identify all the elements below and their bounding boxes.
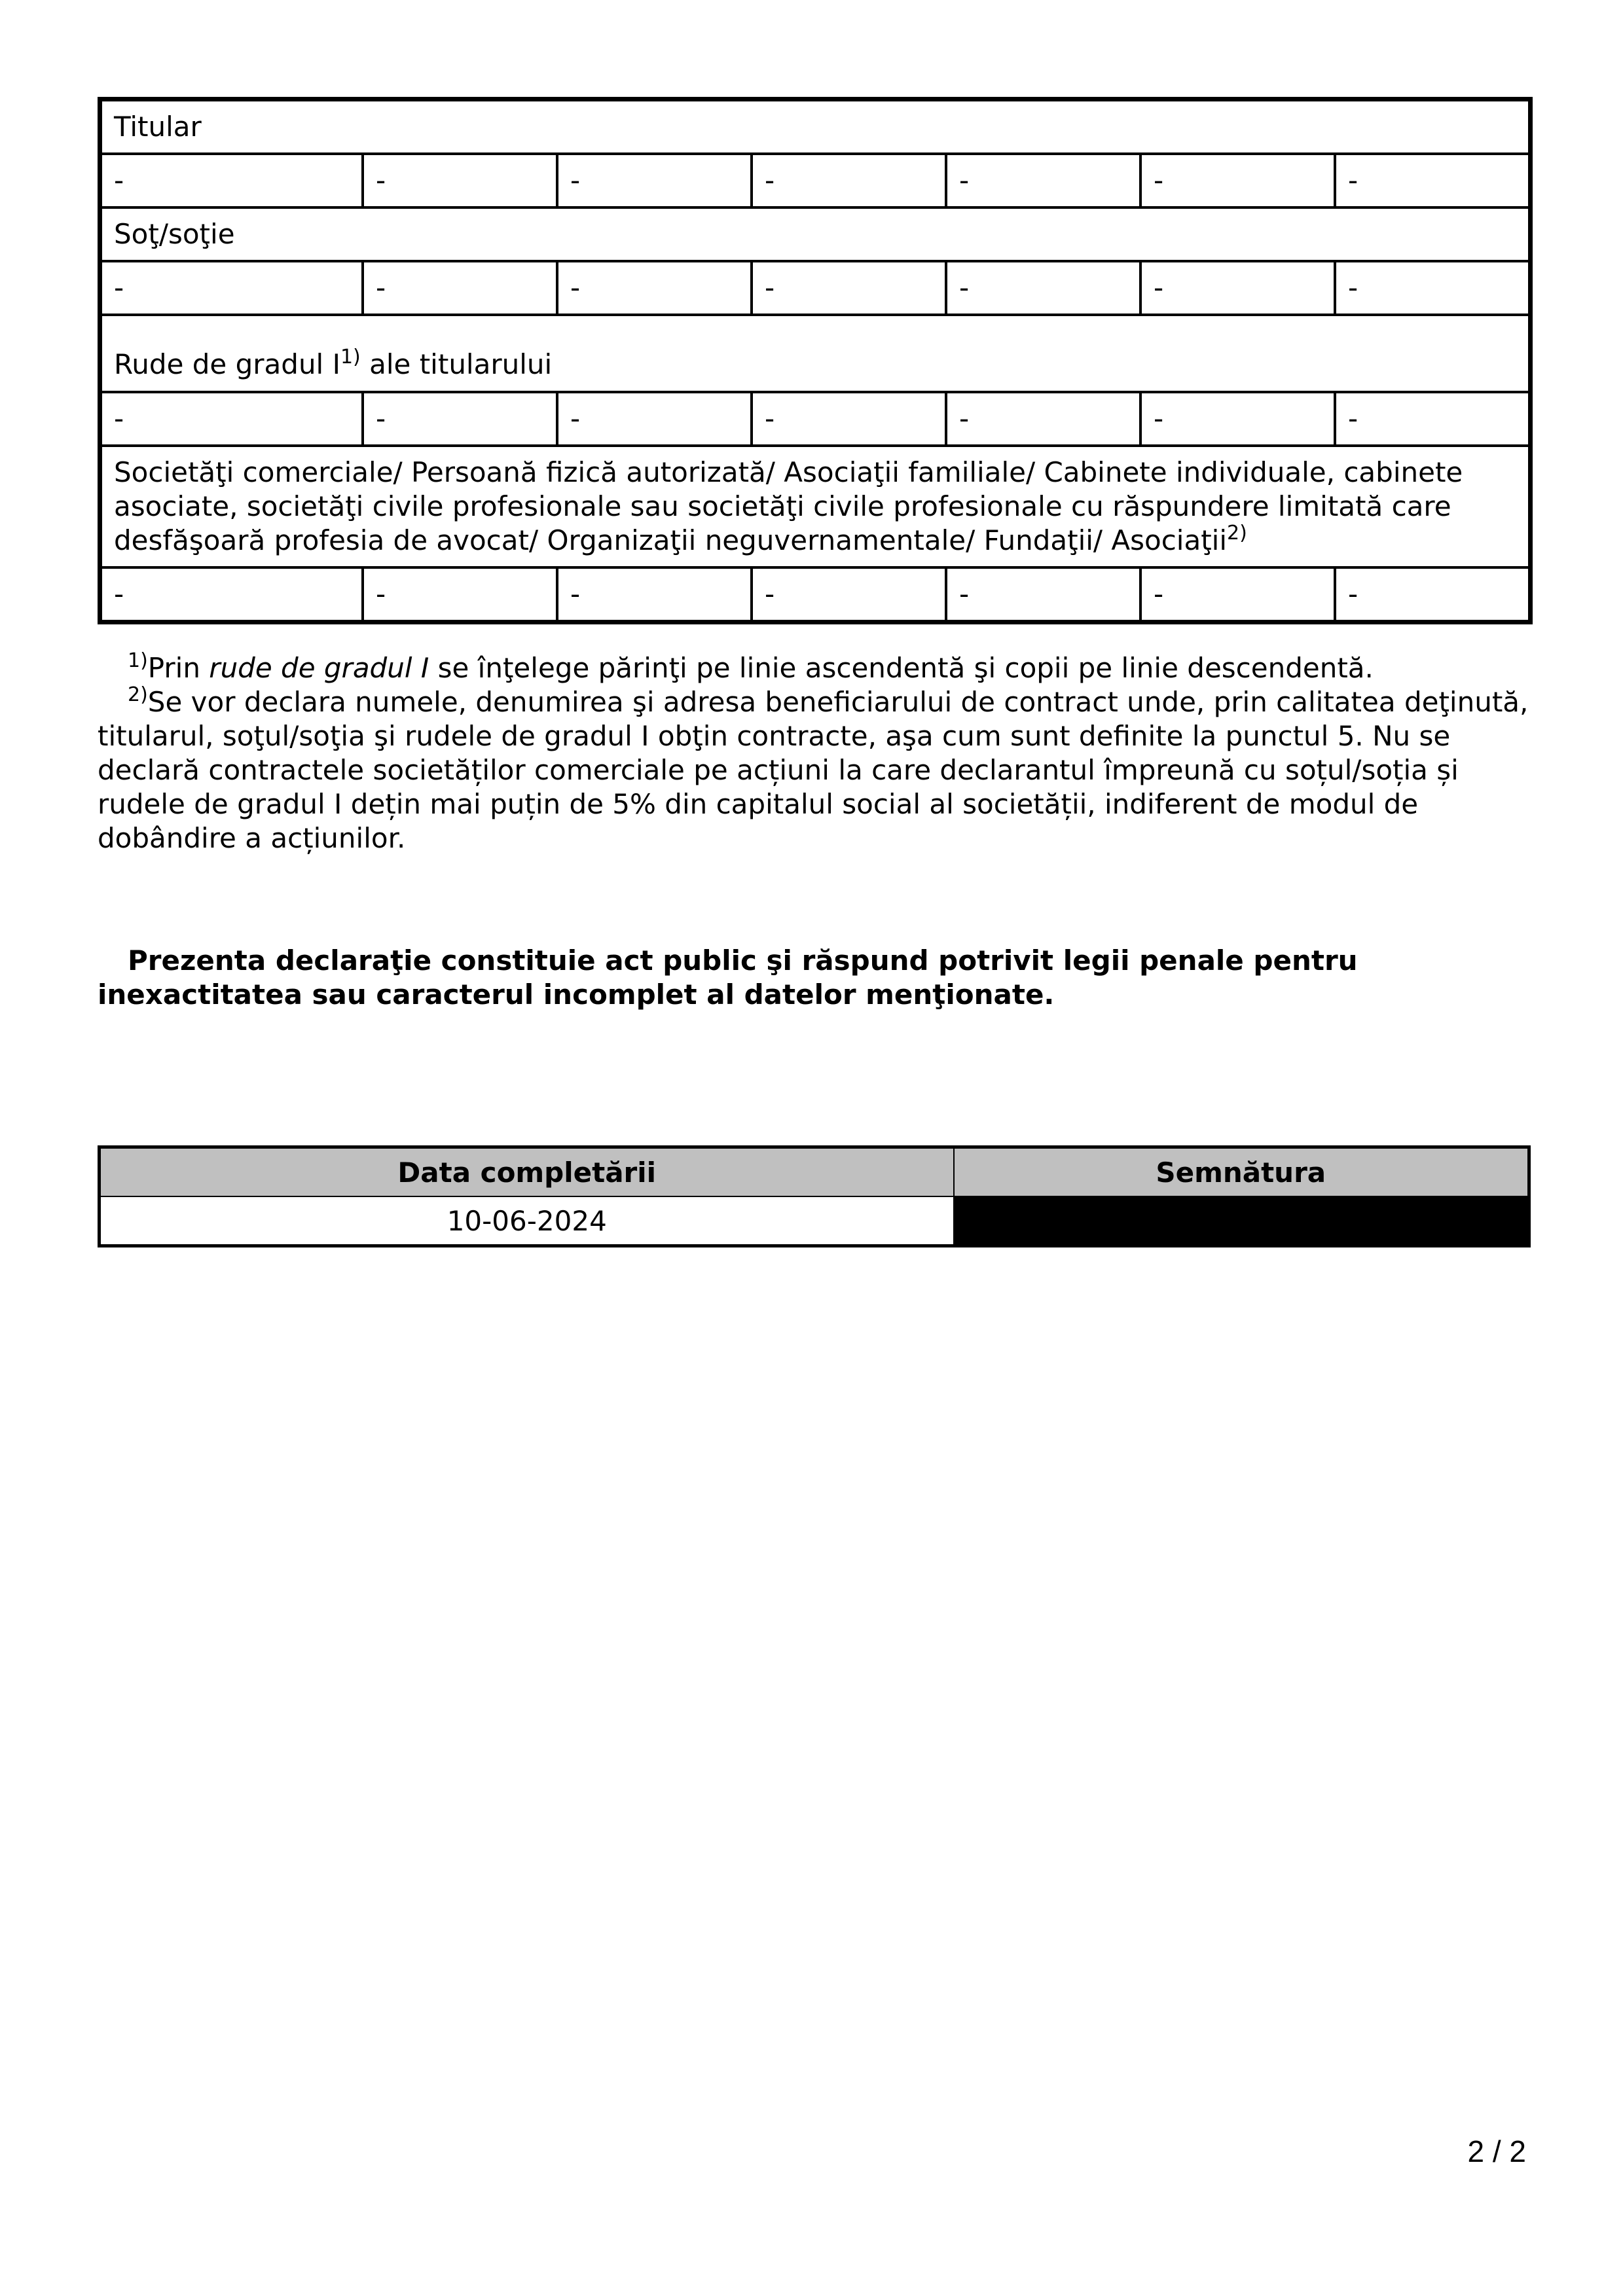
table-cell: - <box>1140 154 1335 207</box>
footnote-1-pre: Prin <box>147 652 210 684</box>
table-cell: - <box>752 154 946 207</box>
relatives-label-suffix: ale titularului <box>360 348 553 380</box>
signature-header: Semnătura <box>954 1147 1529 1197</box>
table-cell: - <box>363 567 557 621</box>
table-cell: - <box>363 154 557 207</box>
section-header-row <box>101 100 1529 154</box>
table-cell: - <box>752 392 946 446</box>
table-cell: - <box>363 392 557 446</box>
redacted-signature <box>954 1196 1529 1246</box>
signature-header-row <box>100 1147 1529 1197</box>
footnote-ref-1: 1) <box>340 346 361 368</box>
footnote-1-marker: 1) <box>128 649 148 672</box>
section-header-row <box>101 315 1529 392</box>
section-header-row <box>101 446 1529 567</box>
section-label-relatives <box>101 315 1529 392</box>
table-cell: - <box>101 392 363 446</box>
date-header: Data completării <box>100 1147 954 1197</box>
footnotes <box>98 651 1531 855</box>
table-cell: - <box>1335 261 1529 315</box>
table-cell: - <box>752 261 946 315</box>
section-label-titular: Titular <box>101 100 1529 154</box>
companies-label-text: Societăţi comerciale/ Persoană fizică autorizată/ Asociaţii familiale/ Cabinete individuale, cabinete asociate, societăţi civile profesionale sau societăţi civile profesionale cu răspundere limitată care desfăşoară profesia de avocat/ Organizaţii neguvernamentale/ Fundaţii/ Asociaţii <box>114 456 1463 556</box>
table-row <box>101 392 1529 446</box>
table-cell: - <box>946 261 1140 315</box>
footnote-2 <box>98 685 1531 855</box>
table-cell: - <box>101 154 363 207</box>
footnote-ref-2: 2) <box>1227 522 1247 545</box>
table-cell: - <box>557 154 752 207</box>
section-label-spouse: Soţ/soţie <box>101 207 1529 261</box>
table-cell: - <box>946 154 1140 207</box>
footnote-1-post: se înţelege părinţi pe linie ascendentă şi copii pe linie descendentă. <box>429 652 1374 684</box>
completion-date: 10-06-2024 <box>100 1196 954 1246</box>
table-cell: - <box>1335 392 1529 446</box>
legal-statement: Prezenta declaraţie constituie act public şi răspund potrivit legii penale pentru inexactitatea sau caracterul incomplet al datelor menţionate. <box>98 944 1358 1011</box>
table-row <box>101 261 1529 315</box>
table-cell: - <box>946 567 1140 621</box>
page-number: 2 / 2 <box>1467 2134 1526 2168</box>
footnote-1 <box>98 651 1531 685</box>
table-cell: - <box>557 567 752 621</box>
table-cell: - <box>1335 567 1529 621</box>
signature-table <box>98 1145 1531 1247</box>
section-header-row <box>101 207 1529 261</box>
table-row <box>101 567 1529 621</box>
table-cell: - <box>557 392 752 446</box>
table-cell: - <box>1140 567 1335 621</box>
table-cell: - <box>101 567 363 621</box>
contracts-table <box>98 97 1533 624</box>
table-cell: - <box>946 392 1140 446</box>
footnote-1-term: rude de gradul I <box>209 652 429 684</box>
section-label-companies <box>101 446 1529 567</box>
table-cell: - <box>752 567 946 621</box>
footnote-2-marker: 2) <box>128 683 148 706</box>
table-cell: - <box>1335 154 1529 207</box>
table-cell: - <box>363 261 557 315</box>
footnote-2-text: Se vor declara numele, denumirea şi adresa beneficiarului de contract unde, prin calitatea deţinută, titularul, soţul/soţia şi rudele de gradul I obţin contracte, aşa cum sunt definite la punctul 5. Nu se declară contractele societăților comerciale pe acțiuni la care declarantul împreună cu soțul/soția și rudele de gradul I dețin mai puțin de 5% din capitalul social al societății, indiferent de modul de dobândire a acțiunilor. <box>98 686 1529 854</box>
table-cell: - <box>1140 392 1335 446</box>
relatives-label-text: Rude de gradul I <box>114 348 340 380</box>
table-cell: - <box>101 261 363 315</box>
table-cell: - <box>557 261 752 315</box>
table-row <box>101 154 1529 207</box>
signature-value-row <box>100 1196 1529 1246</box>
table-cell: - <box>1140 261 1335 315</box>
